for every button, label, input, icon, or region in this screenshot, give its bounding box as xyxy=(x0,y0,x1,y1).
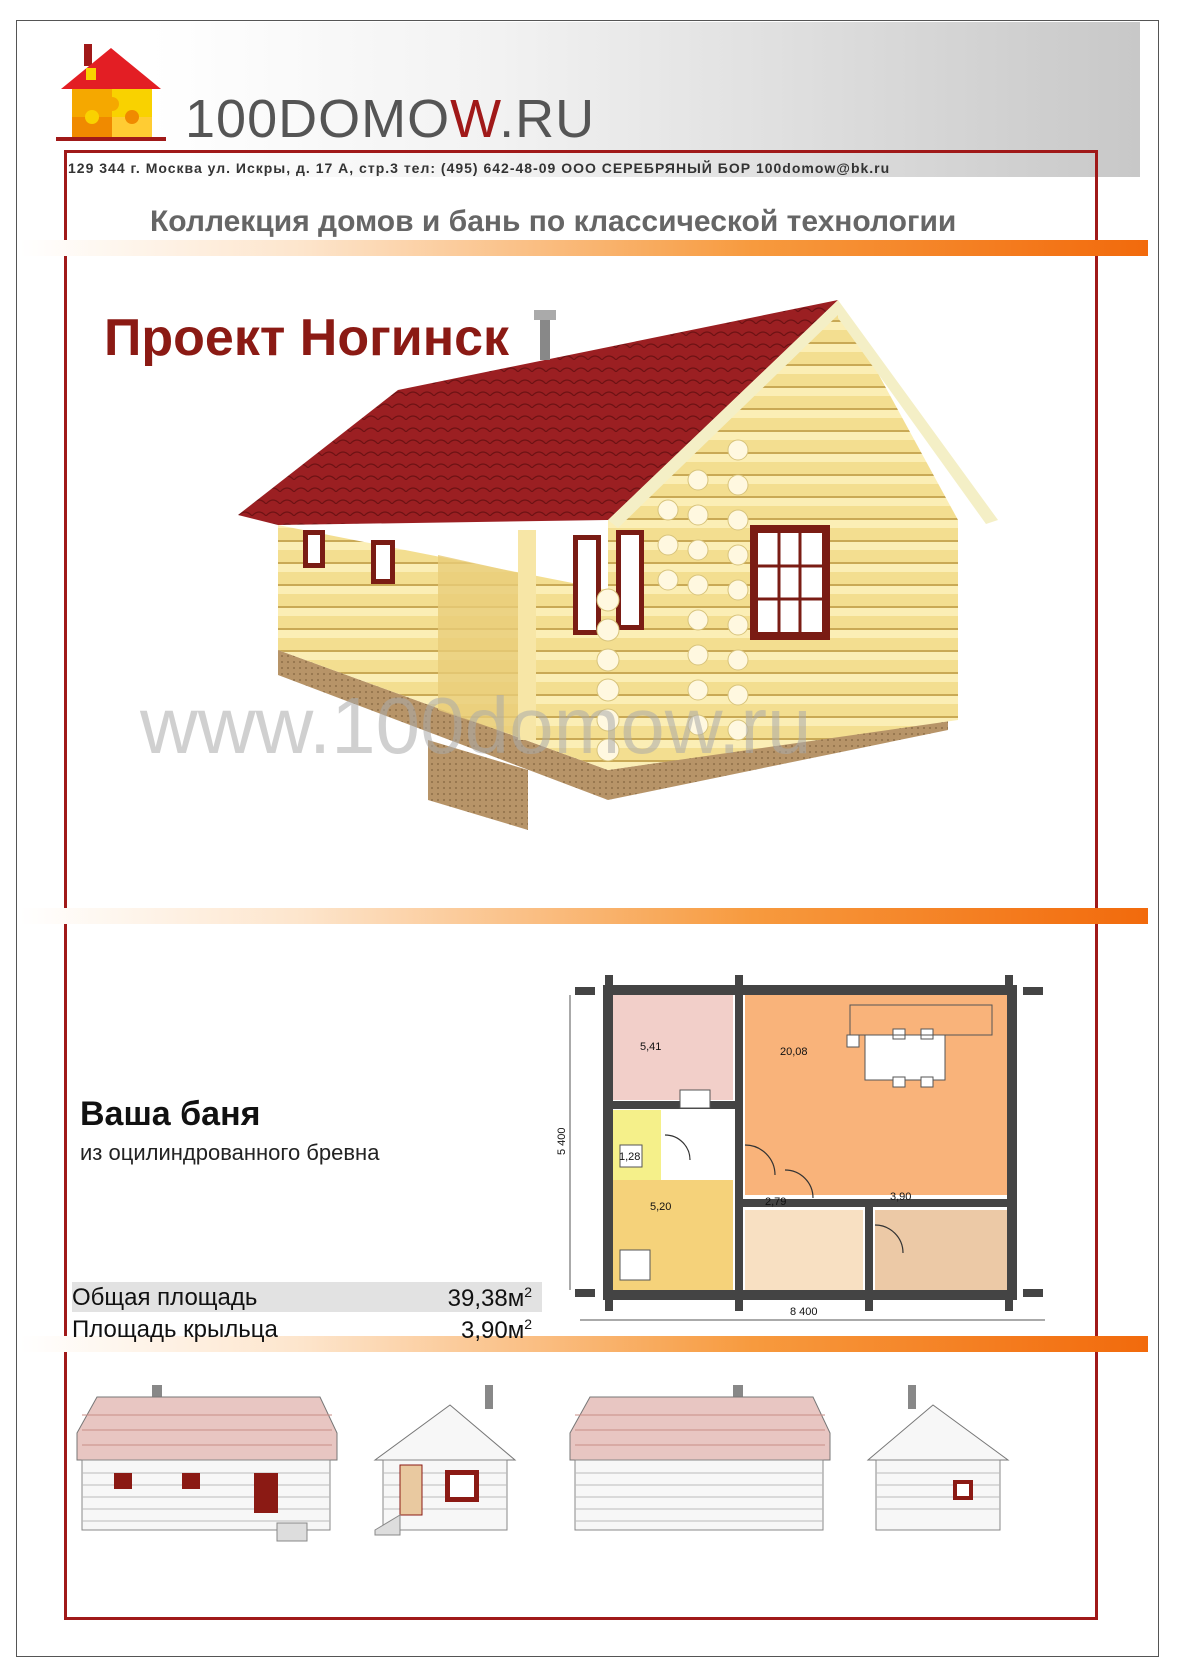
room-hall xyxy=(745,1210,863,1290)
plan-width-dim: 8 400 xyxy=(790,1306,818,1318)
facade-back-elevation xyxy=(868,1385,1008,1545)
room-label: 3,90 xyxy=(890,1191,912,1203)
house-3d-render xyxy=(238,300,1068,910)
room-label: 5,20 xyxy=(650,1201,672,1213)
floor-plan xyxy=(556,975,1080,1318)
room-label: 5,41 xyxy=(640,1041,662,1053)
divider-stripe xyxy=(20,240,1148,256)
watermark: www.100domow.ru xyxy=(140,681,812,770)
divider-stripe xyxy=(20,908,1148,924)
project-title: Проект Ногинск xyxy=(104,309,510,367)
brand-w: W xyxy=(450,89,500,149)
contact-address: 129 344 г. Москва ул. Искры, д. 17 А, стр.3 тел: (495) 642-48-09 ООО СЕРЕБРЯНЫЙ БОР 100domow@bk.ru xyxy=(68,160,891,176)
collection-subtitle: Коллекция домов и бань по классической технологии xyxy=(150,205,957,238)
brand-prefix: 100DOMO xyxy=(185,89,451,149)
plan-height-dim: 5 400 xyxy=(556,1127,568,1155)
room-steam xyxy=(613,995,733,1100)
porch-area-value: $3,90м^2$ xyxy=(460,1316,532,1344)
room-label: 2,79 xyxy=(765,1196,787,1208)
total-area-label: Общая площадь xyxy=(72,1284,258,1311)
room-label: 1,28 xyxy=(619,1151,641,1163)
total-area-row xyxy=(72,1282,542,1312)
room-rest xyxy=(745,995,1007,1195)
facade-side-elevation xyxy=(72,1385,342,1545)
brand-name xyxy=(185,88,595,150)
facade-front-elevation xyxy=(375,1385,515,1545)
total-area-value: $39,38м^2$ xyxy=(447,1284,532,1312)
bath-title: Ваша баня xyxy=(80,1095,261,1133)
bath-subtitle: из оцилиндрованного бревна xyxy=(80,1140,380,1165)
porch-area-label: Площадь крыльца xyxy=(72,1316,278,1343)
facade-rear-elevation xyxy=(565,1385,835,1545)
room-label: 20,08 xyxy=(780,1046,808,1058)
porch-area-row xyxy=(72,1314,542,1344)
room-porch xyxy=(875,1210,1007,1290)
brand-suffix: .RU xyxy=(499,89,596,149)
house-puzzle-logo-icon xyxy=(56,44,166,144)
